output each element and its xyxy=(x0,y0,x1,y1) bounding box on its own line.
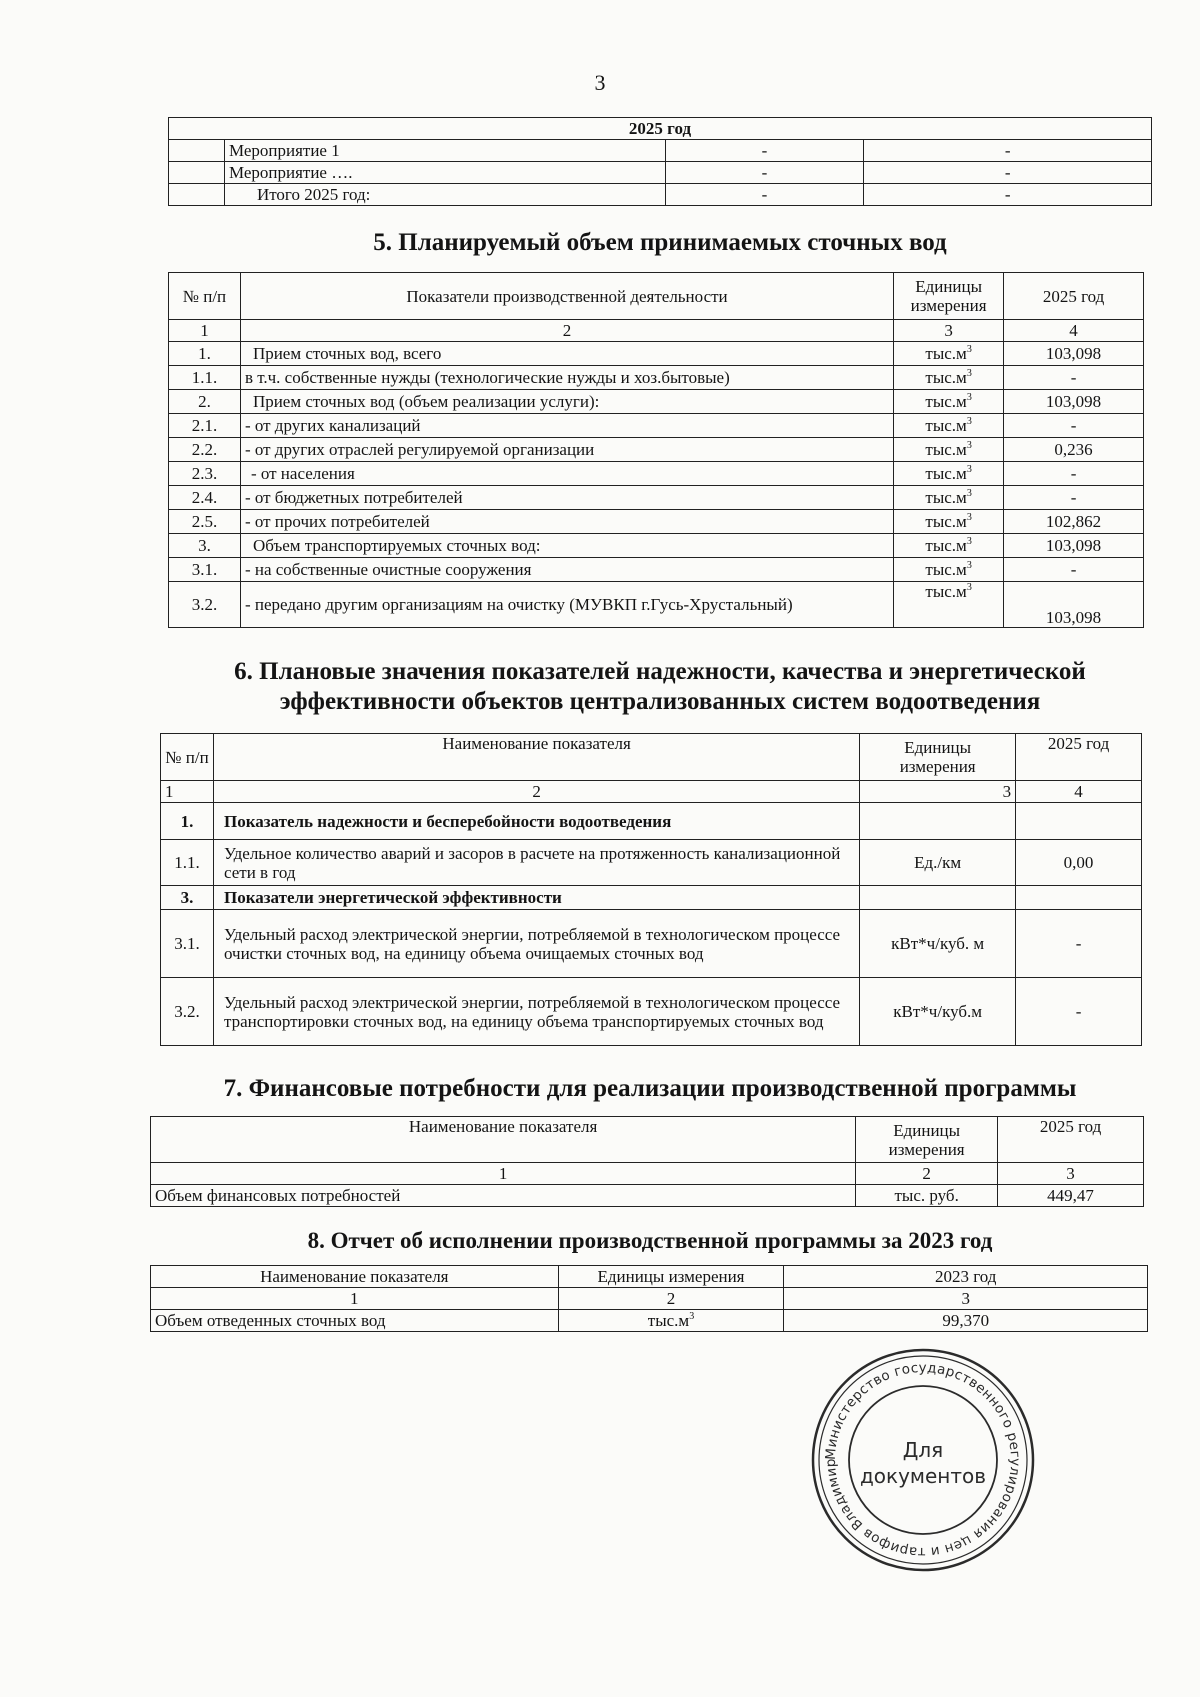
row-unit: $тыс.м^3$ xyxy=(894,534,1004,558)
row-unit: $тыс.м^3$ xyxy=(894,486,1004,510)
row-num: 3.1. xyxy=(169,558,241,582)
row-value: 103,098 xyxy=(1004,582,1144,628)
table-row xyxy=(169,462,1144,486)
row-num: 3.2. xyxy=(169,582,241,628)
row-num: 2.1. xyxy=(169,414,241,438)
table-row xyxy=(169,582,1144,628)
row-value xyxy=(1016,803,1142,840)
cell: - xyxy=(864,184,1152,206)
year-header: 2025 год xyxy=(169,118,1152,140)
row-value: 103,098 xyxy=(1004,342,1144,366)
table-row xyxy=(161,886,1142,910)
table-row xyxy=(151,1185,1144,1207)
header-unit: Единицы измерения xyxy=(856,1117,998,1163)
row-value: 103,098 xyxy=(1004,534,1144,558)
row-name: - на собственные очистные сооружения xyxy=(240,558,893,582)
row-value: 102,862 xyxy=(1004,510,1144,534)
stamp-center-line1: Для xyxy=(902,1438,944,1462)
table-row xyxy=(161,840,1142,886)
row-num: 1. xyxy=(161,803,214,840)
row-unit: $тыс.м^3$ xyxy=(894,558,1004,582)
row-value: - xyxy=(1004,462,1144,486)
row-value: 0,00 xyxy=(1016,840,1142,886)
page-number: 3 xyxy=(594,70,606,95)
header-year: 2023 год xyxy=(784,1266,1148,1288)
section-8-title: 8. Отчет об исполнении производственной программы за 2023 год xyxy=(307,1228,993,1253)
row-name: - от населения xyxy=(240,462,893,486)
table-row xyxy=(169,414,1144,438)
header-year: 2025 год xyxy=(1004,273,1144,320)
row-value: 449,47 xyxy=(998,1185,1144,1207)
section-5-title: 5. Планируемый объем принимаемых сточных вод xyxy=(373,229,947,256)
header-name: Наименование показателя xyxy=(151,1117,856,1163)
row-unit: $тыс.м^3$ xyxy=(894,366,1004,390)
row-num: 1.1. xyxy=(169,366,241,390)
row-unit: $тыс.м^3$ xyxy=(894,582,1004,628)
table-row xyxy=(169,342,1144,366)
header-name: Наименование показателя xyxy=(213,734,859,781)
row-num: 3. xyxy=(169,534,241,558)
header-name: Показатели производственной деятельности xyxy=(240,273,893,320)
header-num: № п/п xyxy=(161,734,214,781)
total-label: Итого 2025 год: xyxy=(224,184,665,206)
header-unit: Единицы измерения xyxy=(894,273,1004,320)
col-number: 1 xyxy=(151,1288,559,1310)
row-value: - xyxy=(1004,558,1144,582)
measure-name: Мероприятие 1 xyxy=(224,140,665,162)
col-number: 2 xyxy=(558,1288,784,1310)
measure-name: Мероприятие …. xyxy=(224,162,665,184)
row-unit: кВт*ч/куб. м xyxy=(860,910,1016,978)
row-value: - xyxy=(1004,366,1144,390)
row-unit: $тыс.м^3$ xyxy=(558,1310,784,1332)
col-number: 4 xyxy=(1004,320,1144,342)
section-6-title-line2: эффективности объектов централизованных систем водоотведения xyxy=(279,688,1041,715)
section-7-title: 7. Финансовые потребности для реализации производственной программы xyxy=(223,1075,1077,1102)
row-unit xyxy=(860,886,1016,910)
section-6-title-line1: 6. Плановые значения показателей надежности, качества и энергетической xyxy=(234,658,1086,685)
col-number: 2 xyxy=(240,320,893,342)
table-row xyxy=(151,1310,1148,1332)
stamp-seal-icon xyxy=(808,1345,1038,1575)
row-unit: кВт*ч/куб.м xyxy=(860,978,1016,1046)
col-number: 3 xyxy=(894,320,1004,342)
col-number: 1 xyxy=(161,781,214,803)
row-num: 2.5. xyxy=(169,510,241,534)
col-number: 1 xyxy=(151,1163,856,1185)
header-unit: Единицы измерения xyxy=(860,734,1016,781)
table-row xyxy=(169,140,1152,162)
row-unit xyxy=(860,803,1016,840)
row-num: 1. xyxy=(169,342,241,366)
row-unit: $тыс.м^3$ xyxy=(894,510,1004,534)
row-name: - от прочих потребителей xyxy=(240,510,893,534)
col-number: 4 xyxy=(1016,781,1142,803)
row-num: 2.4. xyxy=(169,486,241,510)
row-name: Прием сточных вод (объем реализации услуги): xyxy=(240,390,893,414)
cell: - xyxy=(864,140,1152,162)
table-row xyxy=(161,803,1142,840)
stamp-ring-text: Министерство государственного регулирования цен и тарифов Владимир xyxy=(822,1359,1024,1561)
cell: - xyxy=(665,162,864,184)
table-row xyxy=(169,184,1152,206)
table-row xyxy=(169,390,1144,414)
table-row xyxy=(169,486,1144,510)
row-num: 2.2. xyxy=(169,438,241,462)
col-number: 2 xyxy=(856,1163,998,1185)
row-unit: $тыс.м^3$ xyxy=(894,414,1004,438)
col-number: 1 xyxy=(169,320,241,342)
row-unit: $тыс.м^3$ xyxy=(894,438,1004,462)
row-value: 0,236 xyxy=(1004,438,1144,462)
table-row xyxy=(169,162,1152,184)
row-value: - xyxy=(1004,414,1144,438)
row-num: 1.1. xyxy=(161,840,214,886)
col-number: 3 xyxy=(860,781,1016,803)
header-name: Наименование показателя xyxy=(151,1266,559,1288)
row-name: в т.ч. собственные нужды (технологические нужды и хоз.бытовые) xyxy=(240,366,893,390)
row-unit: $тыс.м^3$ xyxy=(894,462,1004,486)
row-name: Прием сточных вод, всего xyxy=(240,342,893,366)
table-row xyxy=(161,910,1142,978)
row-name: - от других отраслей регулируемой организации xyxy=(240,438,893,462)
row-num: 2. xyxy=(169,390,241,414)
wastewater-volume-table xyxy=(168,272,1144,628)
measures-table xyxy=(168,117,1152,206)
table-row xyxy=(169,366,1144,390)
official-stamp xyxy=(808,1345,1038,1575)
header-unit: Единицы измерения xyxy=(558,1266,784,1288)
col-number: 2 xyxy=(213,781,859,803)
row-name: - от бюджетных потребителей xyxy=(240,486,893,510)
col-number: 3 xyxy=(784,1288,1148,1310)
header-num: № п/п xyxy=(169,273,241,320)
row-name: Объем финансовых потребностей xyxy=(151,1185,856,1207)
section-6-title xyxy=(160,657,1160,717)
row-name: Объем отведенных сточных вод xyxy=(151,1310,559,1332)
row-name: - передано другим организациям на очистку (МУВКП г.Гусь-Хрустальный) xyxy=(240,582,893,628)
row-value: 99,370 xyxy=(784,1310,1148,1332)
table-row xyxy=(169,510,1144,534)
col-number: 3 xyxy=(998,1163,1144,1185)
cell: - xyxy=(665,140,864,162)
row-num: 3. xyxy=(161,886,214,910)
row-num: 2.3. xyxy=(169,462,241,486)
cell: - xyxy=(864,162,1152,184)
row-value: - xyxy=(1016,978,1142,1046)
table-row xyxy=(169,438,1144,462)
row-name: Показатель надежности и бесперебойности водоотведения xyxy=(213,803,859,840)
row-unit: тыс. руб. xyxy=(856,1185,998,1207)
row-unit: $тыс.м^3$ xyxy=(894,342,1004,366)
financial-needs-table xyxy=(150,1116,1144,1207)
row-name: Показатели энергетической эффективности xyxy=(213,886,859,910)
row-name: Удельный расход электрической энергии, потребляемой в технологическом процессе очистки сточных вод, на единицу объема очищаемых сточных вод xyxy=(213,910,859,978)
header-year: 2025 год xyxy=(1016,734,1142,781)
row-unit: $тыс.м^3$ xyxy=(894,390,1004,414)
row-num: 3.1. xyxy=(161,910,214,978)
row-name: Удельный расход электрической энергии, потребляемой в технологическом процессе транспортировки сточных вод, на единицу объема транспортируемых сточных вод xyxy=(213,978,859,1046)
cell: - xyxy=(665,184,864,206)
header-year: 2025 год xyxy=(998,1117,1144,1163)
table-row xyxy=(169,534,1144,558)
row-value xyxy=(1016,886,1142,910)
row-num: 3.2. xyxy=(161,978,214,1046)
row-value: - xyxy=(1004,486,1144,510)
row-value: - xyxy=(1016,910,1142,978)
stamp-center-line2: документов xyxy=(859,1464,987,1488)
row-name: Удельное количество аварий и засоров в расчете на протяженность канализационной сети в год xyxy=(213,840,859,886)
reliability-indicators-table xyxy=(160,733,1142,1046)
row-unit: Ед./км xyxy=(860,840,1016,886)
table-row xyxy=(169,558,1144,582)
table-row xyxy=(161,978,1142,1046)
row-name: Объем транспортируемых сточных вод: xyxy=(240,534,893,558)
row-value: 103,098 xyxy=(1004,390,1144,414)
row-name: - от других канализаций xyxy=(240,414,893,438)
execution-report-table xyxy=(150,1265,1148,1332)
